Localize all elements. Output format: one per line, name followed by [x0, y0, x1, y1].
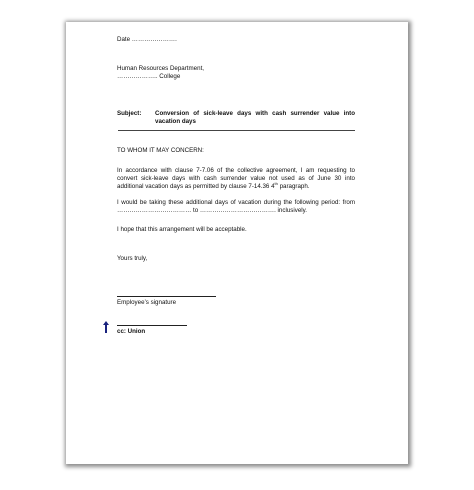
recipient-college: ……………….. College — [117, 73, 181, 80]
cc-line — [117, 325, 187, 326]
date-line: Date …………………. — [117, 36, 177, 43]
paragraph-1-line-3-main: additional vacation days as permitted by clause 7-14.36 4 — [117, 183, 275, 190]
cc-union: cc: Union — [117, 328, 146, 335]
closing: Yours truly, — [117, 255, 148, 262]
subject-line-2: vacation days — [155, 118, 196, 125]
paragraph-2-line-2: ……………………………… to ………………………………. inclusively. — [117, 207, 307, 214]
subject-label: Subject: — [117, 110, 142, 117]
salutation: TO WHOM IT MAY CONCERN: — [117, 147, 204, 154]
paragraph-1-line-2: convert sick-leave days with cash surrender value not used as of June 30 into — [117, 175, 355, 182]
signature-line — [117, 296, 216, 297]
recipient-department: Human Resources Department, — [117, 65, 205, 72]
signature-label: Employee’s signature — [117, 299, 177, 306]
paragraph-2-line-1: I would be taking these additional days of vacation during the following period: from — [117, 199, 355, 206]
paragraph-3: I hope that this arrangement will be acceptable. — [117, 226, 247, 233]
paragraph-1-line-1: In accordance with clause 7-7.06 of the collective agreement, I am requesting to — [117, 167, 355, 174]
paragraph-1-line-3 — [117, 180, 310, 191]
subject-divider — [118, 130, 355, 131]
letter-page — [66, 22, 408, 464]
ordinal-suffix: th — [274, 180, 278, 186]
subject-line-1: Conversion of sick-leave days with cash surrender value into — [155, 110, 355, 117]
up-arrow-icon — [103, 321, 109, 333]
paragraph-1-line-3-end: paragraph. — [277, 183, 310, 190]
